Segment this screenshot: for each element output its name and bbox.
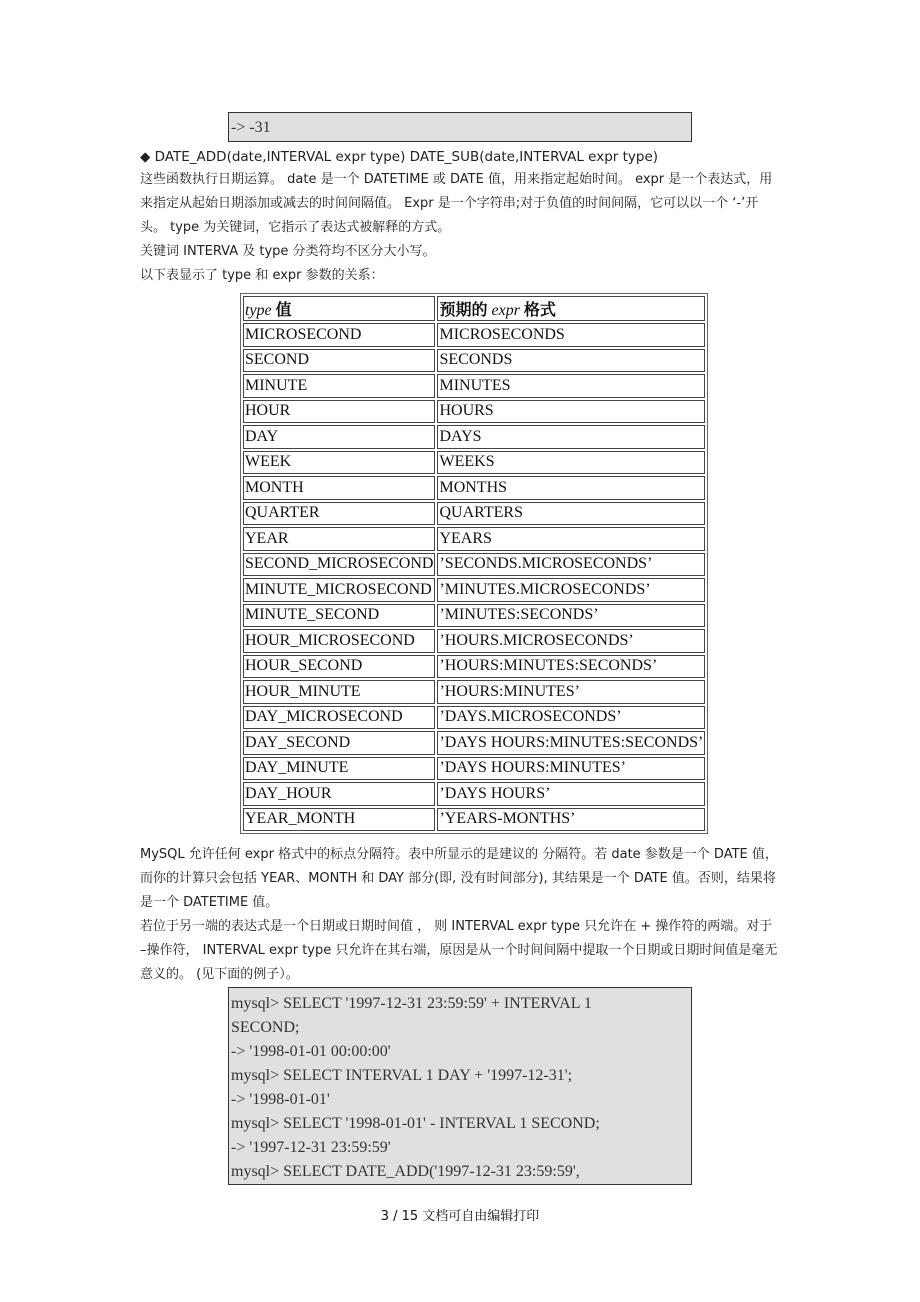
code-lines (231, 992, 689, 1184)
table-row (243, 782, 705, 806)
expr-format-cell: ’DAYS HOURS’ (437, 782, 705, 806)
table-row (243, 680, 705, 704)
expr-format-cell: ’SECONDS.MICROSECONDS’ (437, 553, 705, 577)
type-cell: DAY_MICROSECOND (243, 706, 435, 730)
type-cell: MINUTE_SECOND (243, 604, 435, 628)
code-line: mysql> SELECT DATE_ADD('1997-12-31 23:59:59', (231, 1163, 580, 1180)
header-expr-format: 预期的 expr 格式 (437, 296, 705, 321)
expr-format-cell: WEEKS (437, 451, 705, 475)
expr-format-cell: MINUTES (437, 374, 705, 398)
paragraph-description: 这些函数执行日期运算。 date 是一个 DATETIME 或 DATE 值，用来指定起始时间。 expr 是一个表达式，用来指定从起始日期添加或减去的时间间隔值。 Expr 是一个字符串;对于负值的时间间隔，它可以以一个 ‘-’开头。 type 为关键词，它指示了表达式被解释的方式。 (140, 172, 773, 235)
type-cell: DAY_SECOND (243, 731, 435, 755)
expr-format-cell: SECONDS (437, 349, 705, 373)
expr-format-cell: QUARTERS (437, 502, 705, 526)
header-type-value: type 值 (243, 296, 435, 321)
paragraph-case-note: 关键词 INTERVA 及 type 分类符均不区分大小写。 (140, 244, 436, 259)
type-cell: YEAR_MONTH (243, 808, 435, 832)
code-line: -> '1998-01-01' (231, 1091, 330, 1108)
code-line: SECOND; (231, 1019, 300, 1036)
type-cell: DAY_HOUR (243, 782, 435, 806)
expr-format-cell: ’YEARS-MONTHS’ (437, 808, 705, 832)
table-row (243, 451, 705, 475)
type-cell: MONTH (243, 476, 435, 500)
paragraph-table-intro: 以下表显示了 type 和 expr 参数的关系： (140, 268, 384, 283)
type-cell: HOUR (243, 400, 435, 424)
expr-format-cell: ’MINUTES.MICROSECONDS’ (437, 578, 705, 602)
table-row (243, 629, 705, 653)
table-row (243, 553, 705, 577)
code-line: mysql> SELECT '1998-01-01' - INTERVAL 1 SECOND; (231, 1115, 600, 1132)
expr-format-cell: ’DAYS HOURS:MINUTES’ (437, 757, 705, 781)
code-line: -> '1997-12-31 23:59:59' (231, 1139, 391, 1156)
table-row (243, 731, 705, 755)
expr-format-cell: ’DAYS HOURS:MINUTES:SECONDS’ (437, 731, 705, 755)
table-row (243, 578, 705, 602)
page-footer: 3 / 15 文档可自由编辑打印 (380, 1209, 540, 1224)
table-header-row (243, 296, 705, 321)
table-row (243, 808, 705, 832)
table-row (243, 476, 705, 500)
table-row (243, 349, 705, 373)
expr-format-cell: MONTHS (437, 476, 705, 500)
expr-format-cell: ’MINUTES:SECONDS’ (437, 604, 705, 628)
type-cell: MICROSECOND (243, 323, 435, 347)
table-row (243, 502, 705, 526)
expr-format-cell: DAYS (437, 425, 705, 449)
type-cell: HOUR_MICROSECOND (243, 629, 435, 653)
type-cell: HOUR_SECOND (243, 655, 435, 679)
expr-format-cell: YEARS (437, 527, 705, 551)
paragraph-operator-rules: 若位于另一端的表达式是一个日期或日期时间值 ， 则 INTERVAL expr type 只允许在 + 操作符的两端。对于 –操作符， INTERVAL expr type 只允许在其右端，原因是从一个时间间隔中提取一个日期或日期时间值是毫无意义的。 (见下面的例子）。 (140, 919, 778, 982)
table-row (243, 425, 705, 449)
code-line: -> '1998-01-01 00:00:00' (231, 1043, 391, 1060)
table-row (243, 706, 705, 730)
type-cell: DAY (243, 425, 435, 449)
type-cell: QUARTER (243, 502, 435, 526)
type-cell: SECOND (243, 349, 435, 373)
table-row (243, 374, 705, 398)
expr-format-cell: ’HOURS:MINUTES:SECONDS’ (437, 655, 705, 679)
code-line: -> -31 (231, 119, 271, 136)
table-row (243, 527, 705, 551)
expr-format-cell: ’HOURS:MINUTES’ (437, 680, 705, 704)
type-expr-table (240, 293, 708, 834)
expr-format-cell: ’HOURS.MICROSECONDS’ (437, 629, 705, 653)
type-cell: MINUTE_MICROSECOND (243, 578, 435, 602)
type-cell: YEAR (243, 527, 435, 551)
function-heading: ◆ DATE_ADD(date,INTERVAL expr type) DATE_SUB(date,INTERVAL expr type) (140, 149, 659, 165)
type-cell: SECOND_MICROSECOND (243, 553, 435, 577)
expr-format-cell: ’DAYS.MICROSECONDS’ (437, 706, 705, 730)
expr-format-cell: HOURS (437, 400, 705, 424)
expr-format-cell: MICROSECONDS (437, 323, 705, 347)
table-row (243, 604, 705, 628)
type-cell: WEEK (243, 451, 435, 475)
type-cell: DAY_MINUTE (243, 757, 435, 781)
table-row (243, 323, 705, 347)
table-row (243, 400, 705, 424)
table-row (243, 757, 705, 781)
type-cell: MINUTE (243, 374, 435, 398)
type-cell: HOUR_MINUTE (243, 680, 435, 704)
code-block-top (228, 112, 692, 142)
code-line: mysql> SELECT INTERVAL 1 DAY + '1997-12-31'; (231, 1067, 573, 1084)
code-line: mysql> SELECT '1997-12-31 23:59:59' + INTERVAL 1 (231, 995, 592, 1012)
code-block-examples (228, 987, 692, 1185)
paragraph-punctuation: MySQL 允许任何 expr 格式中的标点分隔符。表中所显示的是建议的 分隔符。若 date 参数是一个 DATE 值，而你的计算只会包括 YEAR、MONTH 和 DAY 部分(即, 没有时间部分), 其结果是一个 DATE 值。否则，结果将是一个 DATETIME 值。 (140, 847, 778, 910)
table-row (243, 655, 705, 679)
